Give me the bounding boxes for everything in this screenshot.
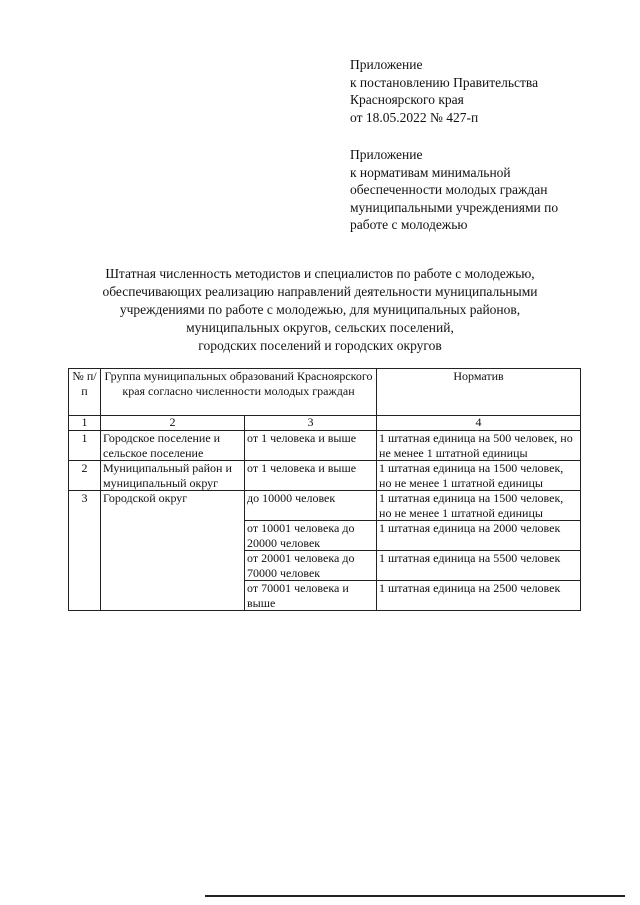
row-group: Городское поселение и сельское поселение: [101, 431, 245, 461]
row-group: Муниципальный район и муниципальный округ: [101, 461, 245, 491]
annex-line: Красноярского края: [350, 92, 464, 107]
title-line: учреждениями по работе с молодежью, для муниципальных районов,: [119, 302, 521, 317]
row-norm: 1 штатная единица на 2000 человек: [377, 521, 581, 551]
column-number: 1: [69, 416, 101, 431]
title-line: Штатная численность методистов и специалистов по работе с молодежью,: [105, 266, 535, 281]
row-population: от 20001 человека до 70000 человек: [245, 551, 377, 581]
annex-line: работе с молодежью: [350, 217, 468, 232]
row-norm: 1 штатная единица на 2500 человек: [377, 581, 581, 611]
annex-norms: [350, 146, 558, 234]
header-norm: Норматив: [377, 369, 581, 416]
annex-line: к нормативам минимальной: [350, 164, 511, 180]
title-line: муниципальных округов, сельских поселений,: [186, 320, 454, 335]
row-norm: 1 штатная единица на 500 человек, но не менее 1 штатной единицы: [377, 431, 581, 461]
row-population: до 10000 человек: [245, 491, 377, 521]
table-header-row: [69, 369, 581, 416]
annex-line: от 18.05.2022 № 427-п: [350, 109, 479, 125]
annex-line: Приложение: [350, 57, 423, 72]
row-number: 1: [69, 431, 101, 461]
staffing-norms-table: [68, 368, 581, 611]
header-group: Группа муниципальных образований Красноярского края согласно численности молодых граждан: [101, 369, 377, 416]
table-row: [69, 491, 581, 521]
column-number: 4: [377, 416, 581, 431]
title-line: городских поселений и городских округов: [198, 338, 442, 353]
annex-line: муниципальными учреждениями по: [350, 199, 559, 215]
title-line: обеспечивающих реализацию направлений деятельности муниципальными: [102, 284, 538, 299]
row-norm: 1 штатная единица на 1500 человек, но не менее 1 штатной единицы: [377, 491, 581, 521]
row-population: от 1 человека и выше: [245, 461, 377, 491]
row-population: от 70001 человека и выше: [245, 581, 377, 611]
row-population: от 10001 человека до 20000 человек: [245, 521, 377, 551]
column-numbers-row: [69, 416, 581, 431]
row-norm: 1 штатная единица на 5500 человек: [377, 551, 581, 581]
annex-line: обеспеченности молодых граждан: [350, 182, 548, 197]
row-norm: 1 штатная единица на 1500 человек, но не менее 1 штатной единицы: [377, 461, 581, 491]
annex-line: Приложение: [350, 147, 423, 162]
row-population: от 1 человека и выше: [245, 431, 377, 461]
table-row: [69, 461, 581, 491]
table-row: [69, 431, 581, 461]
row-number: 2: [69, 461, 101, 491]
column-number: 2: [101, 416, 245, 431]
row-group: Городской округ: [101, 491, 245, 611]
footer-divider: [205, 895, 625, 897]
annex-govt-resolution: [350, 56, 538, 126]
annex-line: к постановлению Правительства: [350, 74, 539, 90]
header-num: № п/п: [69, 369, 101, 416]
row-number: 3: [69, 491, 101, 611]
column-number: 3: [245, 416, 377, 431]
document-title: [40, 265, 600, 355]
